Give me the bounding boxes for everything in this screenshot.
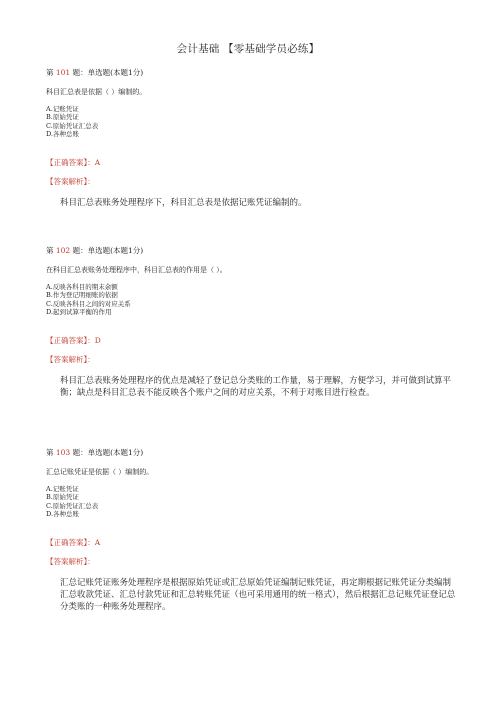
page-title: 会计基础 【零基础学员必练】 <box>176 43 320 55</box>
analysis-label: 【答案解析】： <box>46 354 95 364</box>
option-b: B.原始凭证 <box>46 493 79 502</box>
option-c: C.原始凭证汇总表 <box>46 501 99 510</box>
analysis-text: 汇总记账凭证账务处理程序是根据原始凭证或汇总原始凭证编制记账凭证，再定期根据记账凭证分类编制汇总收款凭证、汇总付款凭证和汇总转账凭证（也可采用通用的统一格式），然后根据汇总记账凭证登记总分类账的一种账务处理程序。 <box>60 577 456 612</box>
analysis-label: 【答案解析】： <box>46 176 95 186</box>
question-header <box>46 68 466 78</box>
question-header <box>46 448 466 458</box>
option-c: C.反映各科目之间的对应关系 <box>46 299 131 308</box>
question-header <box>46 246 466 256</box>
option-d: D.各种总账 <box>46 510 80 519</box>
question-header-prefix: 第 <box>46 448 56 457</box>
options-list <box>46 105 466 139</box>
question-block-103 <box>46 448 466 613</box>
question-number: 103 <box>55 448 71 457</box>
question-number: 101 <box>55 68 71 77</box>
option-b: B.作为登记明细账的依据 <box>46 291 118 300</box>
correct-answer: 【正确答案】：A <box>46 537 101 547</box>
question-text: 在科目汇总表账务处理程序中，科目汇总表的作用是（ ）。 <box>46 266 227 274</box>
question-block-102 <box>46 246 466 399</box>
correct-answer: 【正确答案】：A <box>46 157 101 167</box>
question-header-suffix: 题：单选题(本题1分) <box>70 68 144 77</box>
option-d: D.起到试算平衡的作用 <box>46 308 112 317</box>
question-text: 科目汇总表是依据（ ）编制的。 <box>46 88 147 96</box>
option-b: B.原始凭证 <box>46 113 79 122</box>
options-list <box>46 485 466 519</box>
option-d: D.各种总账 <box>46 130 80 139</box>
question-number: 102 <box>55 246 71 255</box>
analysis-label: 【答案解析】： <box>46 556 95 566</box>
analysis-text: 科目汇总表账务处理程序下，科目汇总表是依据记账凭证编制的。 <box>60 197 307 208</box>
correct-answer: 【正确答案】：D <box>46 335 101 345</box>
option-a: A.记账凭证 <box>46 105 79 113</box>
option-a: A.记账凭证 <box>46 485 79 493</box>
question-header-suffix: 题：单选题(本题1分) <box>70 246 144 255</box>
question-header-prefix: 第 <box>46 68 56 77</box>
question-header-suffix: 题：单选题(本题1分) <box>70 448 144 457</box>
question-block-101 <box>46 68 466 209</box>
analysis-text: 科目汇总表账务处理程序的优点是减轻了登记总分类账的工作量，易于理解，方便学习，并可做到试算平衡；缺点是科目汇总表不能反映各个账户之间的对应关系，不利于对账目进行检查。 <box>60 375 452 398</box>
question-header-prefix: 第 <box>46 246 56 255</box>
options-list <box>46 283 466 317</box>
option-a: A.反映各科目的期末余额 <box>46 283 118 291</box>
option-c: C.原始凭证汇总表 <box>46 121 99 130</box>
question-text: 汇总记账凭证是依据（ ）编制的。 <box>46 468 154 476</box>
